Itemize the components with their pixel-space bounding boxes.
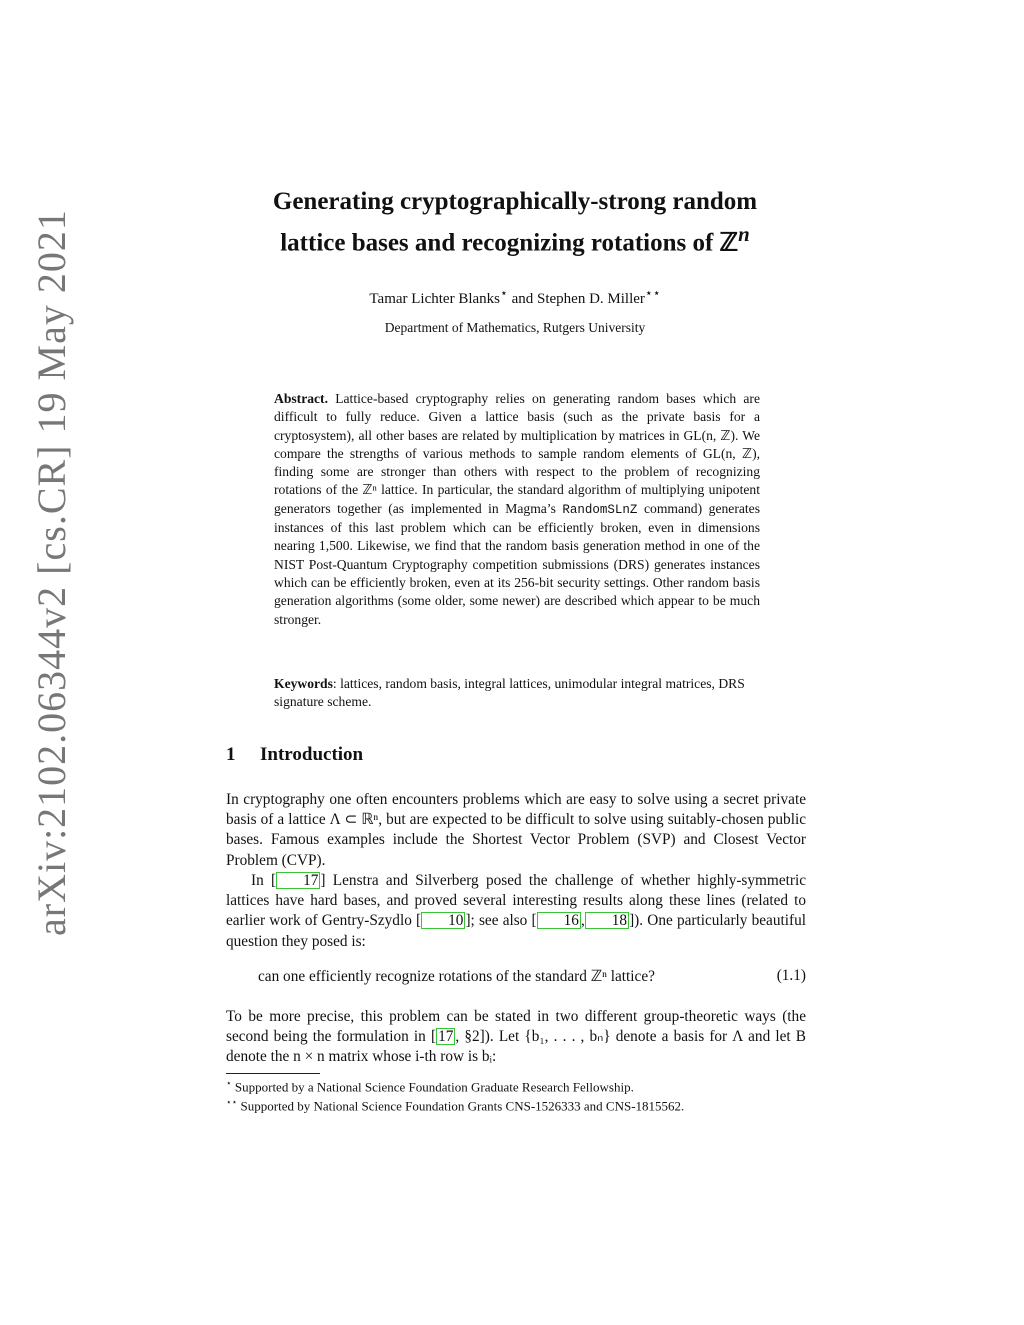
intro-paragraph-1: In cryptography one often encounters problems which are easy to solve using a secret private basis of a lattice Λ ⊂ ℝⁿ, but are expected to be difficult to solve using suitably-chosen public bases. Famous examples include the Shortest Vector Problem (SVP) and Closest Vector Problem (CVP).: [226, 791, 806, 869]
equation-1-1: [258, 967, 806, 986]
affiliation: Department of Mathematics, Rutgers University: [384, 320, 646, 335]
abstract-label: Abstract.: [274, 391, 328, 406]
footnote-2-mark: ⋆⋆: [226, 1097, 238, 1107]
author-2-footnote-mark[interactable]: ⋆⋆: [644, 286, 661, 300]
intro-paragraph-3: To be more precise, this problem can be stated in two different group-theoretic ways (the second being the formulation in [ 17 , §2]). Let {b₁, . . . , bₙ} denote a basis for Λ and let B denote the n × n matrix whose i-th row is bᵢ:: [226, 1008, 806, 1066]
author-2: Stephen D. Miller: [537, 291, 645, 307]
magma-command: RandomSLnZ: [562, 502, 638, 517]
abstract: Abstract. Lattice-based cryptography relies on generating random bases which are difficult to fully reduce. Given a lattice basis (such as the private basis for a cryptosystem), all other bases are related by multiplication by matrices in GL(n, ℤ). We compare the strengths of various methods to sample random elements of GL(n, ℤ), finding some are stronger than others with respect to the problem of recognizing rotations of the ℤⁿ lattice. In particular, the standard algorithm of multiplying unipotent generators together (as implemented in Magma’s RandomSLnZ command) generates instances of this last problem which can be efficiently broken, even in dimensions nearing 1,500. Likewise, we find that the random basis generation method in one of the NIST Post-Quantum Cryptography competition submissions (DRS) generates instances which can be efficiently broken, even at its 256-bit security settings. Other random basis generation algorithms (some older, some newer) are described which appear to be much stronger.: [274, 391, 760, 627]
citation-link[interactable]: 16: [537, 912, 581, 929]
footnote-divider: [226, 1073, 320, 1074]
title-line-2: lattice bases and recognizing rotations of ℤ$^n$: [280, 222, 750, 257]
footnote-1-mark: ⋆: [226, 1078, 232, 1088]
citation-link[interactable]: 10: [421, 912, 465, 929]
paper-title: [200, 186, 830, 259]
citation-link[interactable]: 17: [438, 1028, 454, 1046]
section-heading: [226, 744, 363, 766]
abstract-text: Lattice-based cryptography relies on generating random bases which are difficult to fully reduce. Given a lattice basis (such as the private basis for a cryptosystem), all other bases are related by multiplication by matrices in GL(n, ℤ). We compare the strengths of various methods to sample random elements of GL(n, ℤ), finding some are stronger than others with respect to the problem of recognizing rotations of the ℤⁿ lattice. In particular, the standard algorithm of multiplying unipotent generators together (as implemented in Magma’s: [274, 391, 760, 516]
equation-text: can one efficiently recognize rotations of the standard ℤⁿ lattice?: [258, 968, 655, 985]
section-title: Introduction: [260, 744, 364, 765]
footnote-1: ⋆ Supported by a National Science Foundation Graduate Research Fellowship.: [226, 1078, 634, 1095]
footnote-2: ⋆⋆ Supported by National Science Foundation Grants CNS-1526333 and CNS-1815562.: [226, 1097, 685, 1114]
equation-number: (1.1): [776, 967, 806, 984]
intro-paragraph-2: In [ 17 ] Lenstra and Silverberg posed the challenge of whether highly-symmetric lattices have hard bases, and proved several interesting results along these lines (related to earlier work of Gentry-Szydlo [ 10 ]; see also [ 16 , 18 ]). One particularly beautiful question they posed is:: [226, 872, 807, 950]
arxiv-identifier: arXiv:2102.06344v2 [cs.CR] 19 May 2021: [29, 209, 74, 936]
author-1-footnote-mark[interactable]: ⋆: [500, 286, 508, 300]
keywords: Keywords: lattices, random basis, integral lattices, unimodular integral matrices, DRS signature scheme.: [274, 676, 745, 710]
author-1: Tamar Lichter Blanks: [369, 291, 500, 307]
author-list: Tamar Lichter Blanks⋆ and Stephen D. Miller⋆⋆: [369, 286, 661, 307]
section-number: 1: [226, 744, 236, 765]
citation-link[interactable]: 17: [276, 872, 320, 889]
keywords-label: Keywords: [274, 676, 333, 691]
citation-link[interactable]: 18: [585, 912, 629, 929]
title-line-1: Generating cryptographically-strong random: [272, 188, 758, 215]
